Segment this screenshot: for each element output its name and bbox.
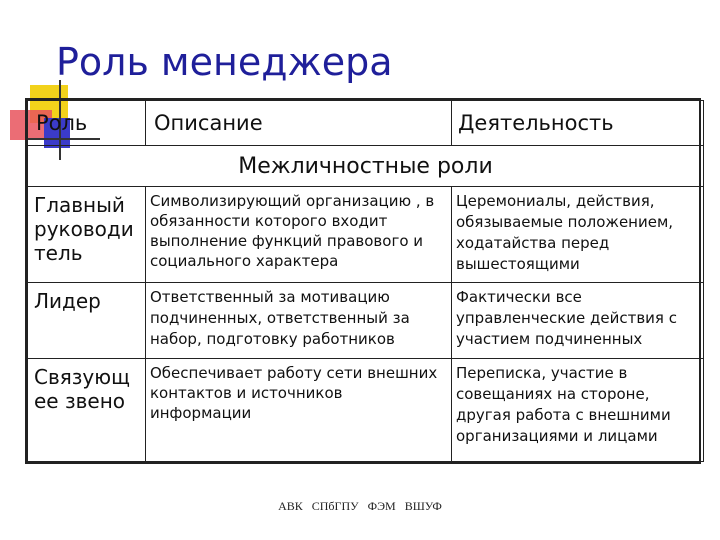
header-description: Описание (146, 101, 452, 146)
section-row (28, 146, 704, 187)
description-cell: Ответственный за мотивацию подчиненных, ответственный за набор, подготовку работников (146, 283, 452, 359)
description-cell: Обеспечивает работу сети внешних контактов и источников информации (146, 359, 452, 462)
header-activity: Деятельность (452, 101, 704, 146)
table-row (28, 283, 704, 359)
table-row (28, 359, 704, 462)
description-cell: Символизирующий организацию , в обязанности которого входит выполнение функций правового и социального характера (146, 187, 452, 283)
roles-table (25, 98, 701, 464)
table-row (28, 187, 704, 283)
header-role: Роль (28, 101, 146, 146)
activity-cell: Переписка, участие в совещаниях на стороне, другая работа с внешними организациями и лицами (452, 359, 704, 462)
role-cell: Лидер (28, 283, 146, 359)
role-cell: Связующ ее звено (28, 359, 146, 462)
role-cell: Главный руководи тель (28, 187, 146, 283)
section-title: Межличностные роли (28, 146, 704, 187)
header-row (28, 101, 704, 146)
slide-footer: АВК СПбГПУ ФЭМ ВШУФ (278, 499, 442, 513)
activity-cell: Церемониалы, действия, обязываемые положением, ходатайства перед вышестоящими (452, 187, 704, 283)
slide-title: Роль менеджера (56, 40, 393, 84)
activity-cell: Фактически все управленческие действия с участием подчиненных (452, 283, 704, 359)
